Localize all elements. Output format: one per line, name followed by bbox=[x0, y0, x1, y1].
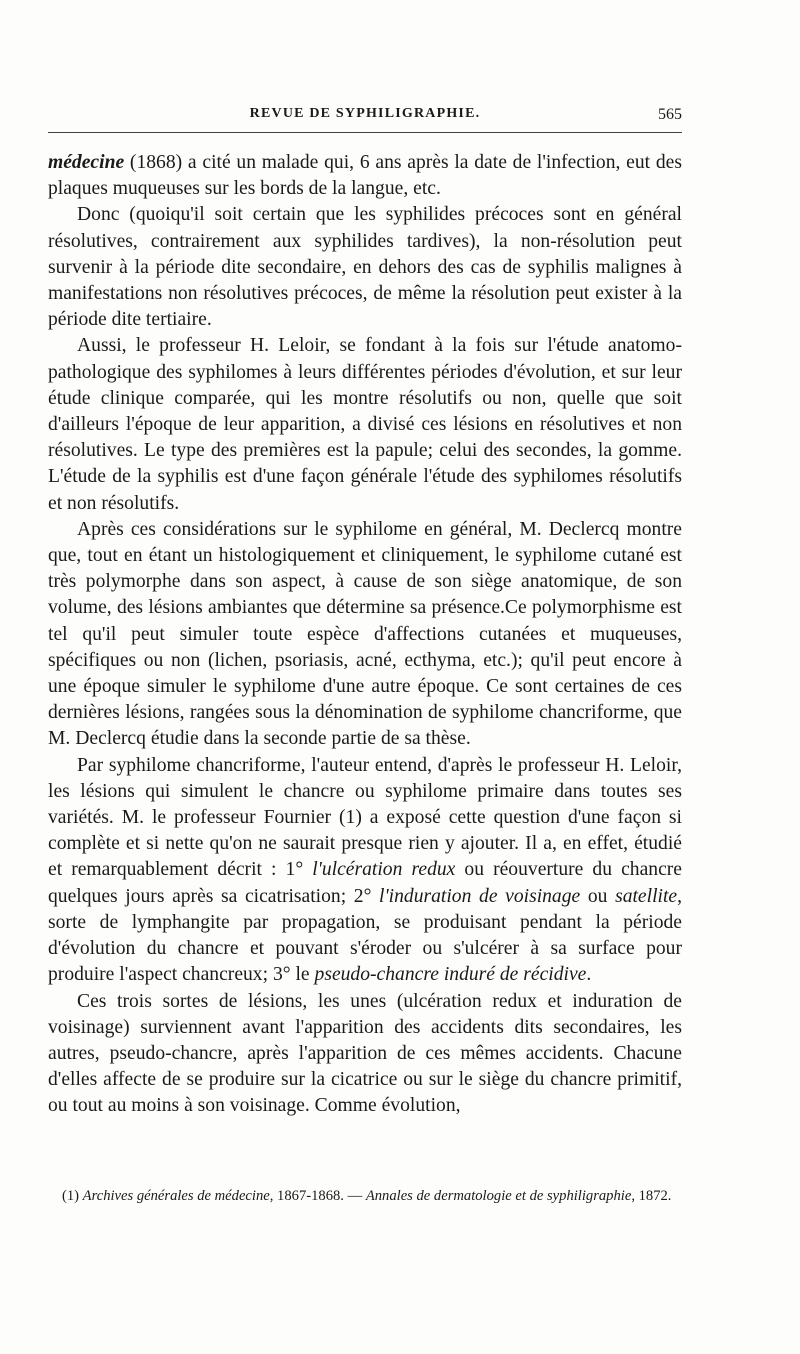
paragraph bbox=[48, 333, 682, 516]
italic-text: pseudo-chancre induré de récidive bbox=[314, 964, 587, 986]
text-run: (1868) a cité un malade qui, 6 ans après la date de l'infection, eut des plaques muqueuses sur les bords de la langue, etc. bbox=[48, 152, 682, 200]
text-run: Donc (quoiqu'il soit certain que les syphilides précoces sont en général résolutives, contrairement aux syphilides tardives), la non-résolution peut survenir à la période dite secondaire, en dehors des cas de syphilis malignes à manifestations non résolutives précoces, de même la résolution peut exister à la période dite tertiaire. bbox=[48, 204, 682, 331]
footnotes bbox=[48, 1186, 682, 1206]
text-run: ou bbox=[580, 885, 616, 907]
paragraph bbox=[48, 517, 682, 753]
page-header bbox=[48, 106, 682, 128]
text-run: , sorte de lymphangite par propagation, se produisant pendant la période d'évolution du chancre et pouvant s'éroder ou s'ulcérer à sa surface pour produire l'aspect chancreux; 3° le bbox=[48, 885, 683, 986]
body-text bbox=[48, 150, 682, 1120]
bold-italic-text: médecine bbox=[48, 152, 125, 173]
paragraph bbox=[48, 150, 682, 202]
paragraph bbox=[48, 753, 682, 989]
italic-text: l'ulcération redux bbox=[312, 859, 456, 881]
running-title: REVUE DE SYPHILIGRAPHIE. bbox=[249, 106, 481, 121]
text-run: Après ces considérations sur le syphilome en général, M. Declercq montre que, tout en étant un histologiquement et cliniquement, le syphilome cutané est très polymorphe dans son aspect, à cause de son siège anatomique, de son volume, des lésions ambiantes que détermine sa présence.Ce polymorphisme est tel qu'il peut simuler toute espèce d'affections cutanées et muqueuses, spécifiques ou non (lichen, psoriasis, acné, ecthyma, etc.); qu'il peut encore à une époque simuler le syphilome d'une autre époque. Ce sont certaines de ces dernières lésions, rangées sous la dénomination de syphilome chancriforme, que M. Declercq étudie dans la seconde partie de sa thèse. bbox=[48, 518, 682, 750]
italic-text: Archives générales de médecine bbox=[82, 1188, 270, 1204]
italic-text: satellite bbox=[615, 885, 678, 907]
text-run: ou réouverture du chancre quelques jours après sa cicatrisation; 2° bbox=[48, 859, 682, 907]
text-run: Par syphilome chancriforme, l'auteur entend, d'après le professeur H. Leloir, les lésions qui simulent le chancre ou syphilome primaire dans toutes ses variétés. M. le professeur Fournier (1) a exposé cette question d'une façon si complète et si nette qu'on ne saurait presque rien y ajouter. Il a, en effet, étudié et remarquablement décrit : 1° bbox=[48, 754, 682, 881]
text-run: Ces trois sortes de lésions, les unes (ulcération redux et induration de voisinage) surviennent avant l'apparition des accidents dits secondaires, les autres, pseudo-chancre, après l'apparition de ces mêmes accidents. Chacune d'elles affecte de se produire sur la cicatrice ou sur le siège du chancre primitif, ou tout au moins à son voisinage. Comme évolution, bbox=[48, 990, 682, 1117]
text-run: Aussi, le professeur H. Leloir, se fondant à la fois sur l'étude anatomo-pathologique des syphilomes à leurs différentes périodes d'évolution, et sur leur étude clinique comparée, qui les montre résolutifs ou non, quelle que soit d'ailleurs l'époque de leur apparition, a divisé ces lésions en résolutives et non résolutives. Le type des premières est la papule; celui des secondes, la gomme. L'étude de la syphilis est d'une façon générale l'étude des syphilomes résolutifs et non résolutifs. bbox=[48, 335, 682, 514]
text-run: (1) bbox=[62, 1188, 83, 1204]
paragraph bbox=[48, 202, 682, 333]
italic-text: Annales de dermatologie et de syphiligraphie bbox=[365, 1188, 632, 1204]
page-number: 565 bbox=[658, 106, 682, 123]
paragraph bbox=[48, 989, 682, 1120]
text-run: . bbox=[586, 964, 592, 986]
text-run: , 1872. bbox=[631, 1188, 672, 1204]
footnote bbox=[48, 1186, 682, 1206]
text-run: , 1867-1868. — bbox=[269, 1188, 366, 1204]
italic-text: l'induration de voisinage bbox=[379, 885, 581, 907]
header-rule bbox=[48, 132, 682, 133]
